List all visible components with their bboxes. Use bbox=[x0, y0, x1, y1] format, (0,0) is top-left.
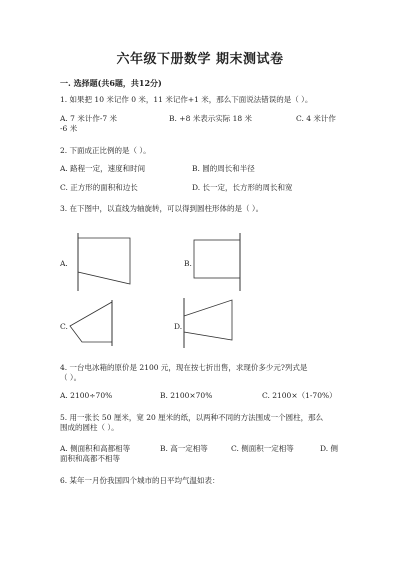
q4-stem-cont: （ ）。 bbox=[60, 373, 82, 382]
q4-option-a: A. 2100÷70% bbox=[60, 391, 113, 400]
q4-option-b: B. 2100×70% bbox=[160, 391, 213, 400]
q3-label-d: D. bbox=[174, 322, 183, 331]
q3-label-a: A. bbox=[60, 259, 68, 268]
q1-option-a: A. 7 米计作-7 米 bbox=[60, 114, 118, 123]
q5-option-c: C. 侧面积一定相等 bbox=[231, 444, 294, 453]
q1-option-c: C. 4 米计作 bbox=[296, 114, 336, 123]
q4-option-c: C. 2100×（1-70%） bbox=[262, 391, 337, 400]
q6-stem: 6. 某年一月份我国四个城市的日平均气温如表： bbox=[60, 476, 220, 485]
q5-option-b: B. 高一定相等 bbox=[160, 444, 208, 453]
q5-stem-cont: 围成的圆柱（ ）。 bbox=[60, 423, 119, 432]
q1-stem: 1. 如果把 10 米记作 0 米，11 米记作+1 米，那么下面说法错误的是（ ）。 bbox=[60, 95, 313, 104]
q3-stem: 3. 在下图中，以直线为轴旋转，可以得到圆柱形体的是（ ）。 bbox=[60, 204, 264, 213]
q1-option-b: B. +8 米表示实际 18 米 bbox=[169, 114, 253, 123]
q2-option-d: D. 长一定，长方形的周长和宽 bbox=[192, 183, 293, 192]
q2-option-b: B. 圆的周长和半径 bbox=[192, 164, 255, 173]
section-heading: 一. 选择题(共6题，共12分) bbox=[60, 78, 162, 88]
q4-stem: 4. 一台电冰箱的原价是 2100 元，现在按七折出售，求现价多少元?列式是 bbox=[60, 363, 308, 372]
exam-title: 六年级下册数学 期末测试卷 bbox=[116, 52, 284, 67]
q5-option-a: A. 侧面积和高都相等 bbox=[60, 444, 131, 453]
figure-c-shape bbox=[68, 298, 138, 348]
q2-option-a: A. 路程一定，速度和时间 bbox=[60, 164, 146, 173]
q3-label-c: C. bbox=[60, 322, 68, 331]
q5-option-d: D. 侧 bbox=[320, 444, 339, 453]
q5-stem: 5. 用一张长 50 厘米，宽 20 厘米的纸，以两种不同的方法围成一个圆柱，那么 bbox=[60, 413, 324, 422]
q5-option-d-cont: 面积和高都不相等 bbox=[60, 454, 120, 463]
q3-label-b: B. bbox=[184, 259, 192, 268]
q2-stem: 2. 下面成正比例的是（ ）。 bbox=[60, 146, 151, 155]
figure-d-shape bbox=[180, 296, 240, 350]
figure-a-shape bbox=[64, 232, 144, 292]
q2-option-c: C. 正方形的面积和边长 bbox=[60, 183, 138, 192]
q1-option-c-cont: -6 米 bbox=[60, 124, 78, 133]
figure-b-shape bbox=[188, 232, 258, 292]
